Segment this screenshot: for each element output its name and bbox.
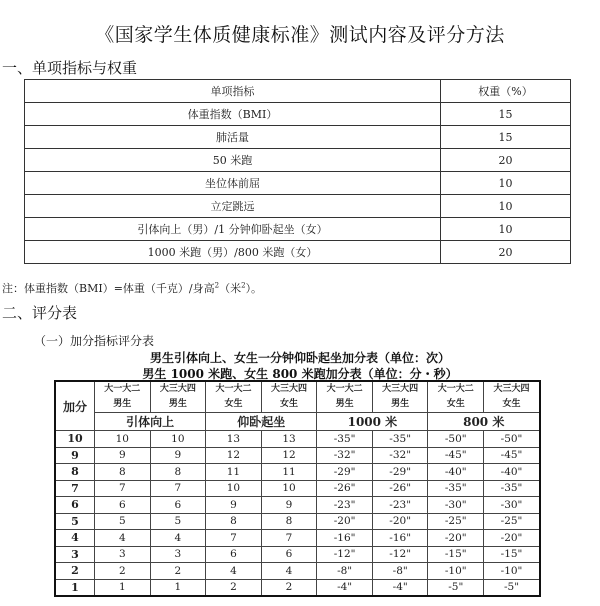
bonus-value: 10 <box>206 480 262 497</box>
event-header: 引体向上 <box>95 413 206 431</box>
indicator-weight: 20 <box>441 241 571 264</box>
group-header <box>150 381 206 413</box>
indicator-name: 坐位体前屈 <box>25 172 441 195</box>
bonus-table-row <box>55 464 540 481</box>
bonus-value: -40" <box>484 464 540 481</box>
bonus-value: -25" <box>428 513 484 530</box>
bonus-points: 9 <box>55 447 95 464</box>
group-header-gender: 男生 <box>335 399 354 409</box>
group-header-year: 大三大四 <box>271 384 308 394</box>
bonus-value: -10" <box>484 563 540 580</box>
bonus-table-row <box>55 447 540 464</box>
event-header: 800 米 <box>428 413 540 431</box>
bonus-value: 10 <box>261 480 317 497</box>
bonus-value: -30" <box>428 497 484 514</box>
event-header: 仰卧起坐 <box>206 413 317 431</box>
group-header-year: 大一大二 <box>104 384 141 394</box>
bonus-value: -50" <box>484 431 540 448</box>
subsection-heading: （一）加分指标评分表 <box>34 334 155 348</box>
indicator-weight: 10 <box>441 172 571 195</box>
bonus-value: -10" <box>428 563 484 580</box>
bonus-value: 13 <box>206 431 262 448</box>
bonus-value: 5 <box>150 513 206 530</box>
weights-table-row <box>25 218 571 241</box>
group-header <box>95 381 151 413</box>
bonus-value: 12 <box>261 447 317 464</box>
bonus-value: 6 <box>206 546 262 563</box>
bonus-value: -29" <box>372 464 428 481</box>
group-header-gender: 女生 <box>502 399 521 409</box>
bonus-value: 8 <box>261 513 317 530</box>
group-header-gender: 女生 <box>446 399 465 409</box>
note-text: 注：体重指数（BMI）=体重（千克）/身高 <box>2 282 215 295</box>
bonus-value: 8 <box>206 513 262 530</box>
header-item: 单项指标 <box>25 80 441 103</box>
bonus-value: 8 <box>150 464 206 481</box>
bonus-value: -45" <box>484 447 540 464</box>
bonus-value: -50" <box>428 431 484 448</box>
note-superscript: 2 <box>214 281 220 290</box>
bonus-points-header: 加分 <box>55 381 95 431</box>
weights-table-row <box>25 149 571 172</box>
weights-table-row <box>25 103 571 126</box>
bonus-value: 7 <box>206 530 262 547</box>
bonus-points: 6 <box>55 497 95 514</box>
bonus-value: -35" <box>372 431 428 448</box>
section-heading-scoring: 二、评分表 <box>2 304 78 322</box>
group-header-year: 大三大四 <box>493 384 530 394</box>
bonus-table-row <box>55 546 540 563</box>
weights-table-header <box>25 80 571 103</box>
bonus-value: -23" <box>372 497 428 514</box>
bonus-value: 3 <box>95 546 151 563</box>
bonus-table-event-header <box>55 413 540 431</box>
bonus-value: 2 <box>206 579 262 596</box>
bonus-value: -29" <box>317 464 373 481</box>
indicator-name: 引体向上（男）/1 分钟仰卧起坐（女） <box>25 218 441 241</box>
bonus-value: -35" <box>428 480 484 497</box>
bmi-note <box>2 280 262 296</box>
bonus-value: 2 <box>261 579 317 596</box>
bonus-value: -12" <box>372 546 428 563</box>
group-header-year: 大一大二 <box>215 384 252 394</box>
indicator-name: 50 米跑 <box>25 149 441 172</box>
bonus-value: -4" <box>372 579 428 596</box>
bonus-points: 4 <box>55 530 95 547</box>
group-header <box>261 381 317 413</box>
bonus-value: -20" <box>317 513 373 530</box>
bonus-value: 8 <box>95 464 151 481</box>
group-header-year: 大三大四 <box>159 384 196 394</box>
bonus-value: -32" <box>372 447 428 464</box>
bonus-value: 4 <box>95 530 151 547</box>
bonus-table-row <box>55 497 540 514</box>
bonus-points: 2 <box>55 563 95 580</box>
table-caption-reps: 男生引体向上、女生一分钟仰卧起坐加分表（单位：次） <box>149 351 450 365</box>
weights-table <box>24 79 571 264</box>
bonus-value: -12" <box>317 546 373 563</box>
weights-table-row <box>25 126 571 149</box>
bonus-value: 7 <box>150 480 206 497</box>
bonus-table-row <box>55 431 540 448</box>
bonus-value: 3 <box>150 546 206 563</box>
group-header-gender: 男生 <box>113 399 132 409</box>
group-header-gender: 女生 <box>280 399 299 409</box>
bonus-value: -20" <box>428 530 484 547</box>
bonus-value: -23" <box>317 497 373 514</box>
bonus-value: 4 <box>261 563 317 580</box>
bonus-points: 3 <box>55 546 95 563</box>
event-header: 1000 米 <box>317 413 428 431</box>
bonus-points: 1 <box>55 579 95 596</box>
document-title: 《国家学生体质健康标准》测试内容及评分方法 <box>95 24 505 46</box>
indicator-weight: 10 <box>441 195 571 218</box>
group-header <box>206 381 262 413</box>
weights-table-row <box>25 195 571 218</box>
group-header-gender: 男生 <box>168 399 187 409</box>
note-text: （米 <box>219 282 242 295</box>
bonus-value: -32" <box>317 447 373 464</box>
group-header-year: 大一大二 <box>326 384 363 394</box>
section-heading-weights: 一、单项指标与权重 <box>2 59 138 77</box>
bonus-points: 5 <box>55 513 95 530</box>
bonus-value: -25" <box>484 513 540 530</box>
bonus-value: -15" <box>428 546 484 563</box>
bonus-value: -20" <box>484 530 540 547</box>
weights-table-row <box>25 172 571 195</box>
bonus-points: 10 <box>55 431 95 448</box>
group-header <box>317 381 373 413</box>
bonus-value: -5" <box>484 579 540 596</box>
bonus-table-row <box>55 579 540 596</box>
bonus-value: -35" <box>484 480 540 497</box>
bonus-value: -20" <box>372 513 428 530</box>
bonus-value: -40" <box>428 464 484 481</box>
bonus-value: 6 <box>95 497 151 514</box>
bonus-value: -26" <box>372 480 428 497</box>
bonus-value: -16" <box>317 530 373 547</box>
table-caption-run: 男生 1000 米跑、女生 800 米跑加分表（单位：分・秒） <box>142 367 458 381</box>
bonus-value: -30" <box>484 497 540 514</box>
group-header-year: 大一大二 <box>437 384 474 394</box>
bonus-value: -45" <box>428 447 484 464</box>
indicator-name: 体重指数（BMI） <box>25 103 441 126</box>
indicator-weight: 15 <box>441 103 571 126</box>
bonus-value: 11 <box>261 464 317 481</box>
group-header <box>372 381 428 413</box>
indicator-weight: 15 <box>441 126 571 149</box>
indicator-name: 1000 米跑（男）/800 米跑（女） <box>25 241 441 264</box>
bonus-value: 9 <box>206 497 262 514</box>
indicator-weight: 20 <box>441 149 571 172</box>
bonus-value: 1 <box>150 579 206 596</box>
group-header <box>484 381 540 413</box>
bonus-value: -8" <box>372 563 428 580</box>
bonus-value: 2 <box>150 563 206 580</box>
indicator-weight: 10 <box>441 218 571 241</box>
bonus-value: -5" <box>428 579 484 596</box>
bonus-value: 7 <box>95 480 151 497</box>
weights-table-row <box>25 241 571 264</box>
group-header <box>428 381 484 413</box>
bonus-value: -8" <box>317 563 373 580</box>
group-header-year: 大三大四 <box>382 384 419 394</box>
bonus-value: 6 <box>261 546 317 563</box>
bonus-value: -16" <box>372 530 428 547</box>
note-text: ）。 <box>245 282 263 295</box>
bonus-value: 10 <box>95 431 151 448</box>
bonus-value: 12 <box>206 447 262 464</box>
bonus-score-table <box>54 380 541 597</box>
bonus-table-row <box>55 530 540 547</box>
bonus-value: 13 <box>261 431 317 448</box>
bonus-value: 11 <box>206 464 262 481</box>
indicator-name: 立定跳远 <box>25 195 441 218</box>
bonus-table-row <box>55 480 540 497</box>
bonus-value: 5 <box>95 513 151 530</box>
bonus-value: -35" <box>317 431 373 448</box>
bonus-points: 8 <box>55 464 95 481</box>
bonus-value: 6 <box>150 497 206 514</box>
bonus-value: 9 <box>261 497 317 514</box>
bonus-value: 9 <box>95 447 151 464</box>
bonus-table-row <box>55 563 540 580</box>
bonus-points: 7 <box>55 480 95 497</box>
bonus-value: 4 <box>206 563 262 580</box>
note-superscript: 2 <box>241 281 246 290</box>
bonus-value: 10 <box>150 431 206 448</box>
bonus-value: 9 <box>150 447 206 464</box>
bonus-value: 4 <box>150 530 206 547</box>
bonus-value: 1 <box>95 579 151 596</box>
group-header-gender: 女生 <box>224 399 243 409</box>
bonus-value: -26" <box>317 480 373 497</box>
bonus-value: 7 <box>261 530 317 547</box>
indicator-name: 肺活量 <box>25 126 441 149</box>
bonus-value: -15" <box>484 546 540 563</box>
header-weight: 权重（%） <box>441 80 571 103</box>
bonus-value: -4" <box>317 579 373 596</box>
bonus-table-group-header <box>55 381 540 413</box>
group-header-gender: 男生 <box>391 399 410 409</box>
bonus-table-row <box>55 513 540 530</box>
bonus-value: 2 <box>95 563 151 580</box>
